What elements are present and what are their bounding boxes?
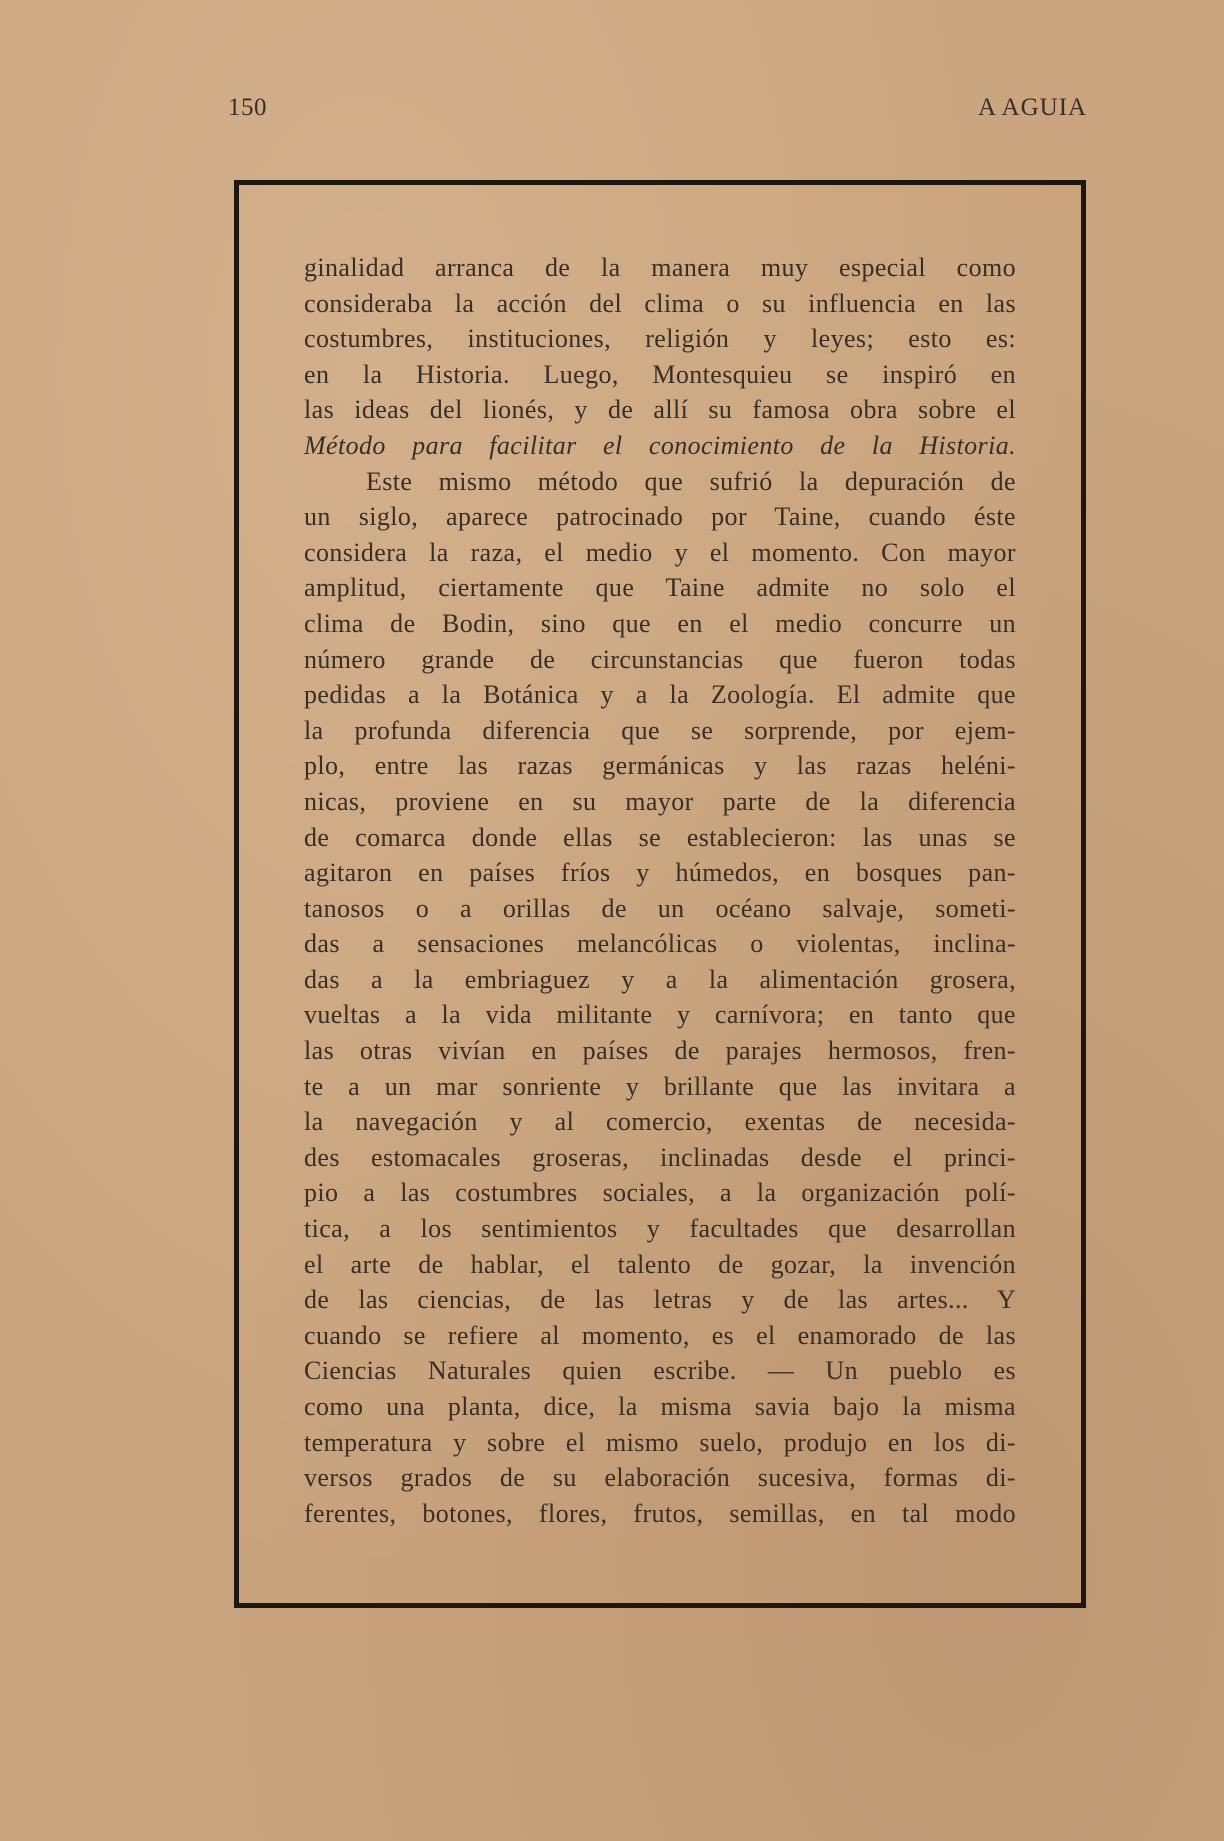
text-line: tica, a los sentimientos y facultades que desarrollan (304, 1214, 1016, 1244)
text-line: el arte de hablar, el talento de gozar, la invención (304, 1249, 1016, 1279)
text-line: das a sensaciones melancólicas o violentas, inclina- (304, 929, 1016, 959)
text-line-italic-title: Método para facilitar el conocimiento de la Historia. (304, 430, 1016, 460)
page-number: 150 (228, 94, 267, 121)
text-line: consideraba la acción del clima o su influencia en las (304, 288, 1016, 318)
text-line: vueltas a la vida militante y carnívora; en tanto que (304, 1000, 1016, 1030)
text-line: te a un mar sonriente y brillante que las invitara a (304, 1071, 1016, 1101)
text-line: número grande de circunstancias que fueron todas (304, 644, 1016, 674)
text-line: la navegación y al comercio, exentas de necesida- (304, 1107, 1016, 1137)
text-line: pio a las costumbres sociales, a la organización polí- (304, 1178, 1016, 1208)
text-line: como una planta, dice, la misma savia bajo la misma (304, 1392, 1016, 1421)
text-line: plo, entre las razas germánicas y las razas heléni- (304, 751, 1016, 781)
text-line: des estomacales groseras, inclinadas desde el princi- (304, 1142, 1016, 1172)
text-line: Ciencias Naturales quien escribe. — Un pueblo es (304, 1356, 1016, 1386)
text-line: de comarca donde ellas se establecieron: las unas se (304, 822, 1016, 852)
text-line: ginalidad arranca de la manera muy especial como (304, 253, 1016, 282)
text-line: das a la embriaguez y a la alimentación grosera, (304, 964, 1016, 994)
text-line: cuando se refiere al momento, es el enamorado de las (304, 1320, 1016, 1350)
text-line: tanosos o a orillas de un océano salvaje, someti- (304, 893, 1016, 923)
text-line: clima de Bodin, sino que en el medio concurre un (304, 608, 1016, 638)
text-line: las ideas del lionés, y de allí su famosa obra sobre el (304, 395, 1016, 425)
running-title: A AGUIA (978, 94, 1088, 121)
text-line-paragraph-start: Este mismo método que sufrió la depuración de (366, 466, 1016, 496)
text-line: costumbres, instituciones, religión y leyes; esto es: (304, 324, 1016, 354)
text-line: temperatura y sobre el mismo suelo, produjo en los di- (304, 1427, 1016, 1457)
text-line: considera la raza, el medio y el momento. Con mayor (304, 537, 1016, 567)
text-line: nicas, proviene en su mayor parte de la diferencia (304, 786, 1016, 816)
text-line: un siglo, aparece patrocinado por Taine, cuando éste (304, 502, 1016, 532)
text-line: amplitud, ciertamente que Taine admite no solo el (304, 573, 1016, 603)
text-line: las otras vivían en países de parajes hermosos, fren- (304, 1036, 1016, 1066)
text-line: en la Historia. Luego, Montesquieu se inspiró en (304, 359, 1016, 389)
text-line: versos grados de su elaboración sucesiva, formas di- (304, 1463, 1016, 1493)
text-line: agitaron en países fríos y húmedos, en bosques pan- (304, 858, 1016, 888)
text-line: la profunda diferencia que se sorprende, por ejem- (304, 715, 1016, 745)
text-line: ferentes, botones, flores, frutos, semillas, en tal modo (304, 1498, 1016, 1528)
body-text (304, 250, 1016, 1531)
text-line: de las ciencias, de las letras y de las artes... Y (304, 1285, 1016, 1315)
text-line: pedidas a la Botánica y a la Zoología. El admite que (304, 680, 1016, 710)
